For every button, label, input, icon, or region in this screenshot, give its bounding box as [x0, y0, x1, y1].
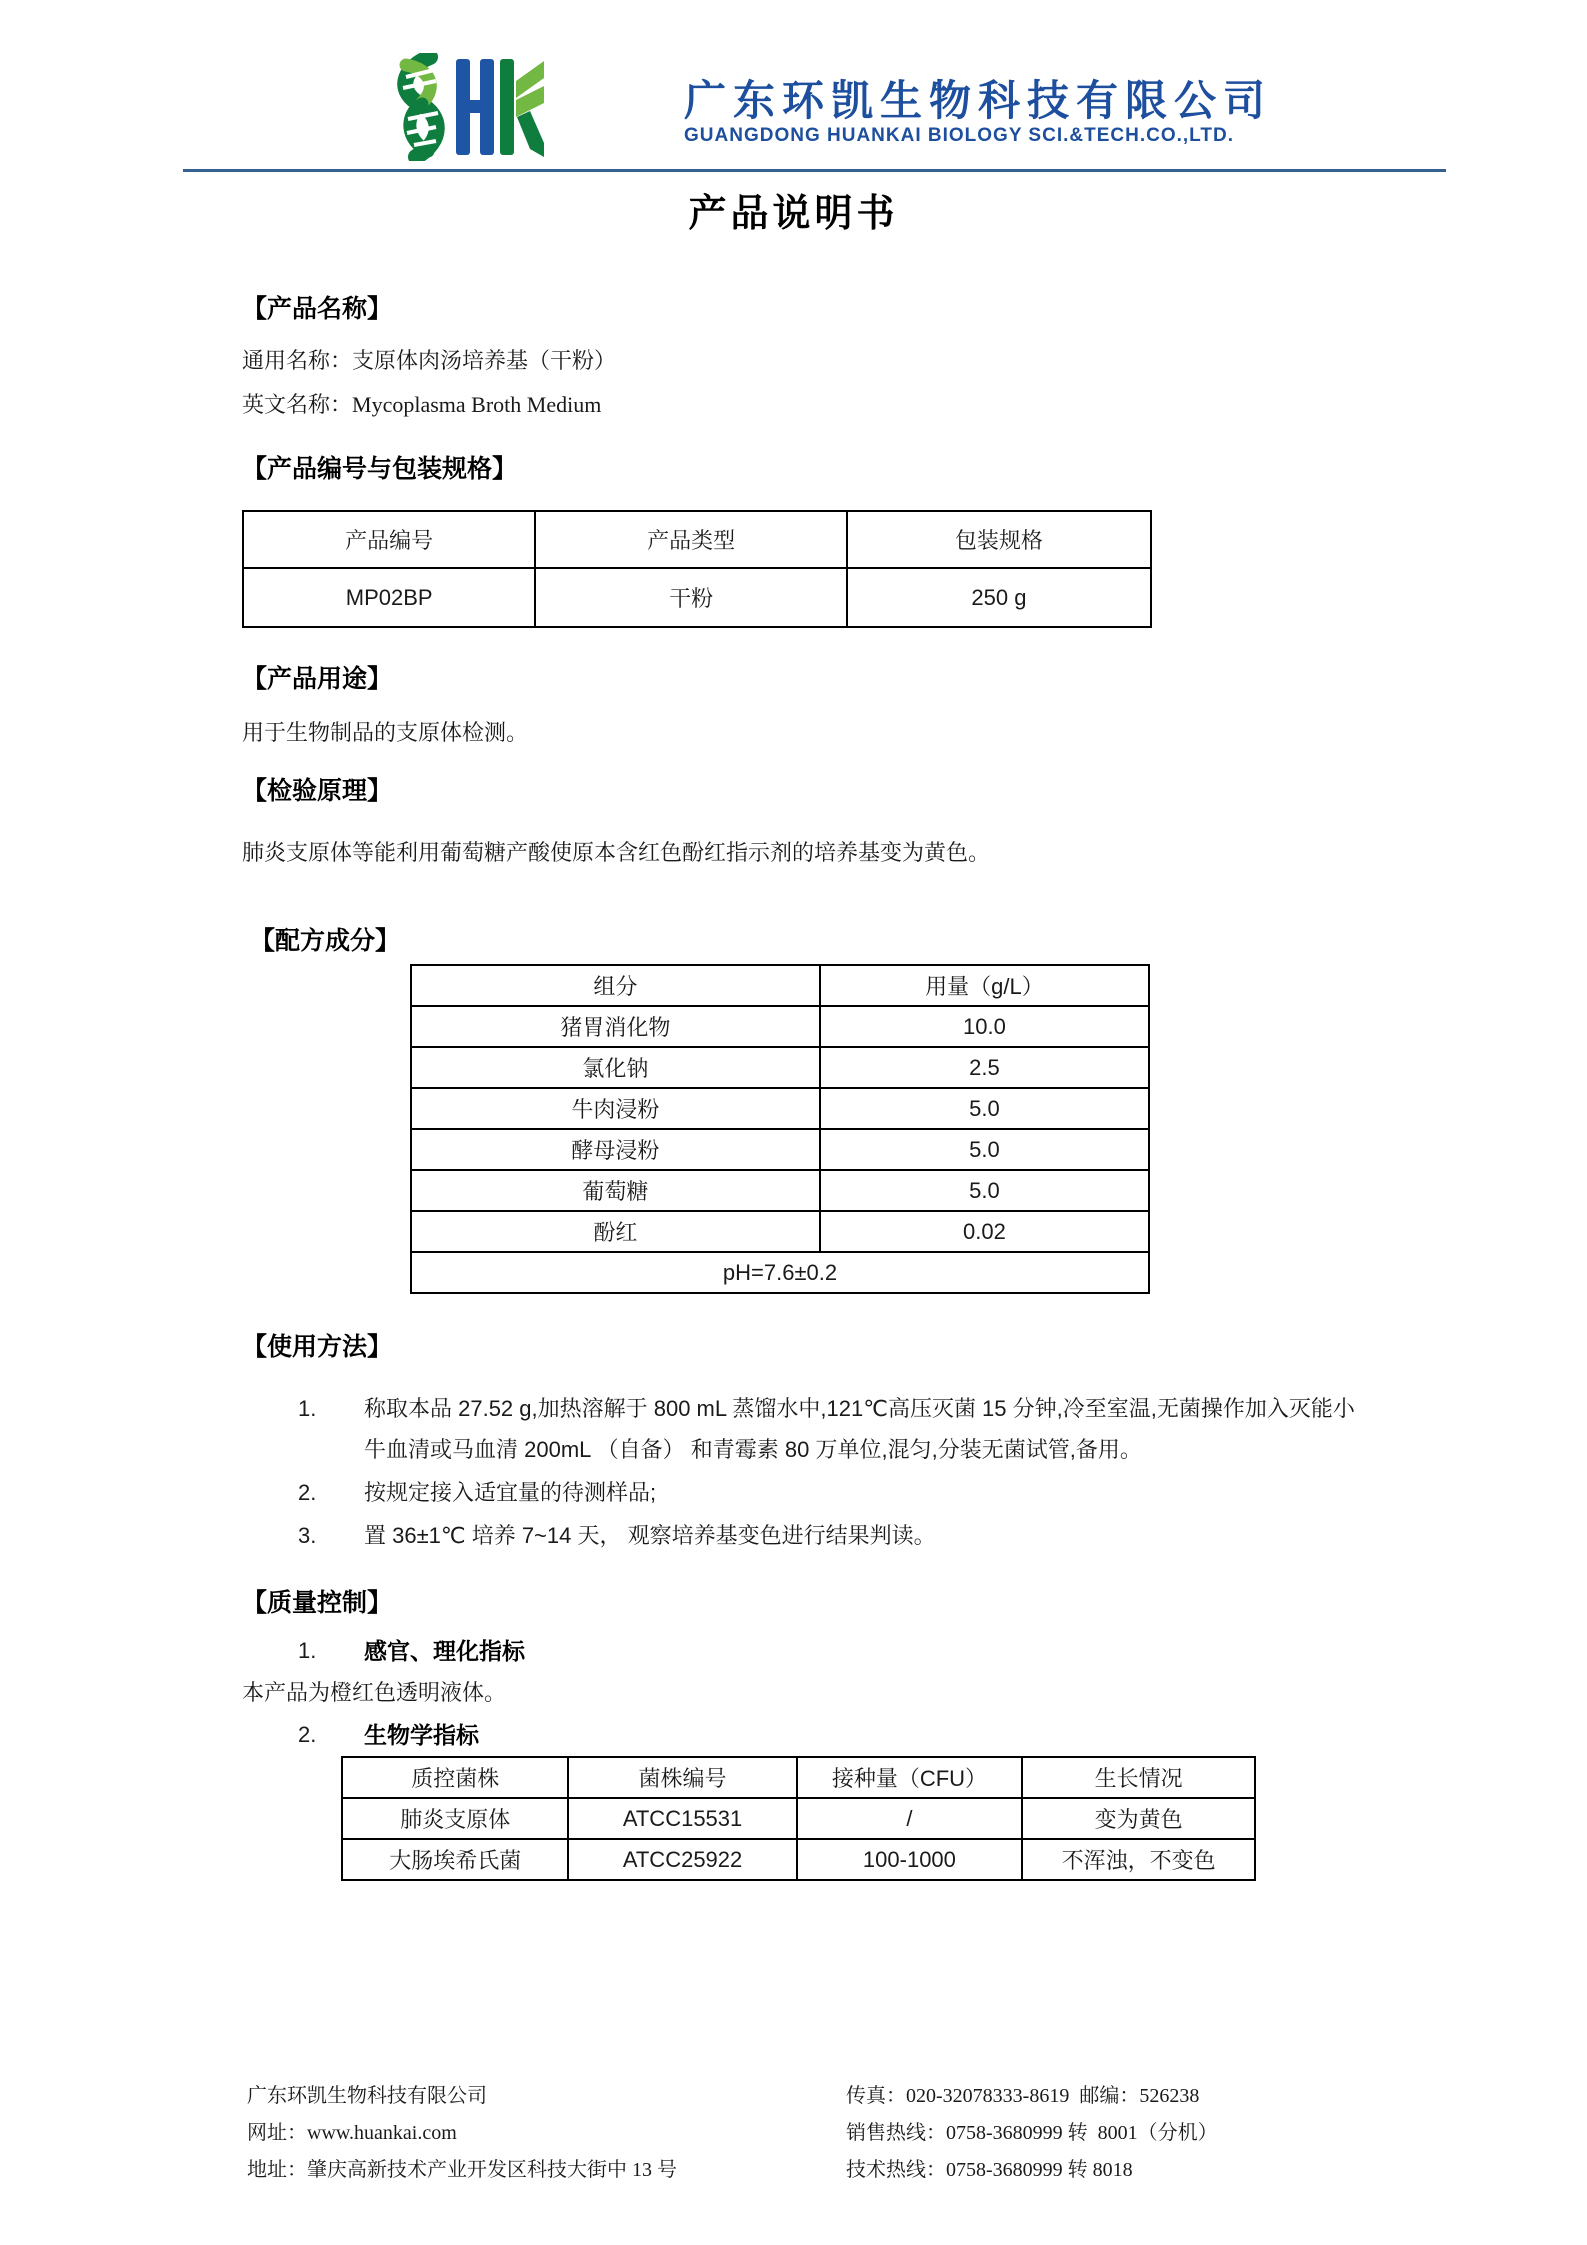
table-cell: ATCC25922 [568, 1839, 796, 1880]
table-row [411, 1129, 1149, 1170]
table-cell: 肺炎支原体 [342, 1798, 568, 1839]
qc-item-number: 1. [298, 1638, 317, 1663]
table-cell: / [797, 1798, 1023, 1839]
dna-helix-g [403, 57, 438, 157]
column-header: 质控菌株 [342, 1757, 568, 1798]
table-cell: 250 g [847, 568, 1151, 627]
qc-item-title: 感官、理化指标 [364, 1638, 525, 1664]
column-header: 菌株编号 [568, 1757, 796, 1798]
footer-website: 网址：www.huankai.com [247, 2122, 457, 2144]
table-cell: 5.0 [820, 1088, 1149, 1129]
qc-item-biological [242, 1720, 1427, 1750]
method-step-2 [242, 1472, 1427, 1513]
company-name-zh: 广东环凯生物科技有限公司 [684, 77, 1273, 124]
table-cell: 酵母浸粉 [411, 1129, 820, 1170]
column-header: 接种量（CFU） [797, 1757, 1023, 1798]
step-number: 1. [298, 1396, 317, 1421]
packaging-table [242, 510, 1152, 628]
footer-address: 地址：肇庆高新技术产业开发区科技大街中 13 号 [247, 2159, 677, 2181]
formula-table [410, 964, 1150, 1294]
section-heading-formula: 【配方成分】 [250, 927, 401, 955]
table-row [243, 568, 1151, 627]
footer-contact-block [846, 2078, 1218, 2189]
table-footer-cell: pH=7.6±0.2 [411, 1252, 1149, 1293]
page-title: 产品说明书 [688, 193, 899, 235]
footer-fax-zip: 传真：020-32078333-8619 邮编：526238 [846, 2085, 1200, 2107]
table-cell: 0.02 [820, 1211, 1149, 1252]
english-name-label: 英文名称： [242, 392, 353, 417]
table-cell: 干粉 [535, 568, 846, 627]
qc-item-title: 生物学指标 [364, 1722, 479, 1748]
letter-k [500, 59, 544, 157]
qc-sensory-text: 本产品为橙红色透明液体。 [242, 1680, 507, 1705]
header-divider [183, 169, 1446, 172]
method-step-3 [242, 1515, 1427, 1556]
column-header: 组分 [411, 965, 820, 1006]
section-heading-principle: 【检验原理】 [242, 777, 393, 805]
section-heading-packaging: 【产品编号与包装规格】 [242, 455, 518, 483]
section-heading-product-name: 【产品名称】 [242, 295, 393, 323]
footer-company-block [247, 2078, 677, 2189]
table-cell: 牛肉浸粉 [411, 1088, 820, 1129]
step-text: 称取本品 27.52 g,加热溶解于 800 mL 蒸馏水中,121℃高压灭菌 15 分钟,冷至室温,无菌操作加入灭能小牛血清或马血清 200mL （自备） 和青霉素 80 万单位,混匀,分装无菌试管,备用。 [364, 1396, 1355, 1462]
table-cell: 酚红 [411, 1211, 820, 1252]
english-name-value: Mycoplasma Broth Medium [352, 392, 602, 417]
step-number: 3. [298, 1523, 317, 1548]
generic-name-line [242, 346, 1427, 376]
table-cell: 10.0 [820, 1006, 1149, 1047]
column-header: 产品类型 [535, 511, 846, 568]
qc-table [341, 1756, 1256, 1881]
footer-sales-hotline: 销售热线：0758-3680999 转 8001（分机） [846, 2122, 1218, 2144]
qc-item-sensory [242, 1636, 1427, 1666]
column-header: 产品编号 [243, 511, 535, 568]
table-footer-row [411, 1252, 1149, 1293]
section-heading-qc: 【质量控制】 [242, 1589, 393, 1617]
table-cell: 葡萄糖 [411, 1170, 820, 1211]
table-header-row [243, 511, 1151, 568]
company-logo-icon [392, 53, 544, 161]
footer-company-name: 广东环凯生物科技有限公司 [247, 2085, 487, 2107]
table-row [342, 1798, 1255, 1839]
table-cell: 100-1000 [797, 1839, 1023, 1880]
table-row [411, 1047, 1149, 1088]
qc-item-number: 2. [298, 1722, 317, 1747]
principle-text: 肺炎支原体等能利用葡萄糖产酸使原本含红色酚红指示剂的培养基变为黄色。 [242, 840, 991, 865]
table-cell: 不浑浊，不变色 [1022, 1839, 1255, 1880]
table-row [411, 1170, 1149, 1211]
table-cell: 氯化钠 [411, 1047, 820, 1088]
table-row [342, 1839, 1255, 1880]
step-text: 按规定接入适宜量的待测样品; [364, 1480, 657, 1505]
column-header: 用量（g/L） [820, 965, 1149, 1006]
step-text: 置 36±1℃ 培养 7~14 天， 观察培养基变色进行结果判读。 [364, 1523, 936, 1548]
table-header-row [411, 965, 1149, 1006]
document-body [242, 280, 1427, 1881]
table-row [411, 1211, 1149, 1252]
footer-tech-hotline: 技术热线：0758-3680999 转 8018 [846, 2159, 1133, 2181]
table-cell: MP02BP [243, 568, 535, 627]
table-cell: 5.0 [820, 1170, 1149, 1211]
method-steps [242, 1388, 1427, 1556]
table-cell: 大肠埃希氏菌 [342, 1839, 568, 1880]
table-cell: 猪胃消化物 [411, 1006, 820, 1047]
table-cell: ATCC15531 [568, 1798, 796, 1839]
table-cell: 5.0 [820, 1129, 1149, 1170]
column-header: 生长情况 [1022, 1757, 1255, 1798]
english-name-line [242, 390, 1427, 420]
table-cell: 变为黄色 [1022, 1798, 1255, 1839]
usage-text: 用于生物制品的支原体检测。 [242, 720, 529, 745]
column-header: 包装规格 [847, 511, 1151, 568]
generic-name-value: 支原体肉汤培养基（干粉） [352, 348, 617, 373]
generic-name-label: 通用名称： [242, 348, 353, 373]
section-heading-usage: 【产品用途】 [242, 665, 393, 693]
table-cell: 2.5 [820, 1047, 1149, 1088]
table-row [411, 1006, 1149, 1047]
letter-h [456, 59, 494, 155]
table-header-row [342, 1757, 1255, 1798]
step-number: 2. [298, 1480, 317, 1505]
company-name-block [684, 78, 1272, 148]
company-name-en: GUANGDONG HUANKAI BIOLOGY SCI.&TECH.CO.,LTD. [684, 125, 1234, 146]
method-step-1 [242, 1388, 1427, 1470]
table-row [411, 1088, 1149, 1129]
section-heading-method: 【使用方法】 [242, 1333, 393, 1361]
